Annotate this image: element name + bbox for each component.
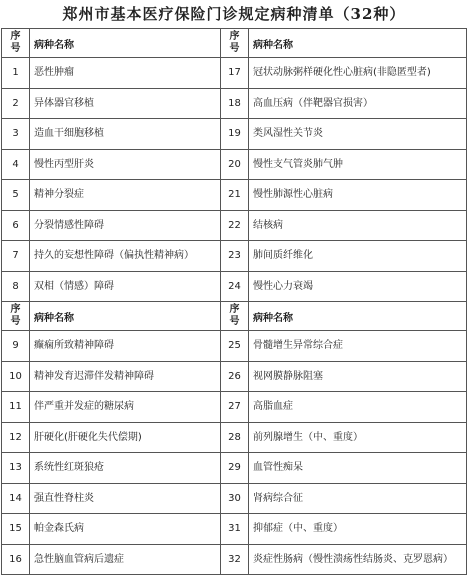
header-number-line1: 序 bbox=[229, 31, 240, 42]
table-row bbox=[2, 180, 467, 211]
disease-name: 急性脑血管病后遗症 bbox=[30, 544, 221, 575]
row-number: 13 bbox=[2, 453, 30, 484]
disease-name: 类风湿性关节炎 bbox=[249, 119, 467, 150]
table-row bbox=[2, 241, 467, 272]
row-number: 11 bbox=[2, 392, 30, 423]
row-number: 12 bbox=[2, 422, 30, 453]
row-number: 22 bbox=[221, 210, 249, 241]
disease-name: 视网膜静脉阻塞 bbox=[249, 361, 467, 392]
header-number-line2: 号 bbox=[229, 43, 240, 54]
disease-name: 系统性红斑狼疮 bbox=[30, 453, 221, 484]
disease-name: 结核病 bbox=[249, 210, 467, 241]
table-row bbox=[2, 58, 467, 89]
row-number: 8 bbox=[2, 271, 30, 302]
header-number-line2: 号 bbox=[10, 43, 21, 54]
row-number: 21 bbox=[221, 180, 249, 211]
header-number-line1: 序 bbox=[229, 304, 240, 315]
disease-name: 抑郁症（中、重度） bbox=[249, 514, 467, 545]
row-number: 16 bbox=[2, 544, 30, 575]
table-row bbox=[2, 271, 467, 302]
header-disease-name: 病种名称 bbox=[30, 302, 221, 331]
table-row bbox=[2, 210, 467, 241]
header-number-line2: 号 bbox=[10, 316, 21, 327]
disease-name: 精神分裂症 bbox=[30, 180, 221, 211]
header-number-line2: 号 bbox=[229, 316, 240, 327]
row-number: 1 bbox=[2, 58, 30, 89]
table-header-row bbox=[2, 29, 467, 58]
disease-name: 慢性丙型肝炎 bbox=[30, 149, 221, 180]
disease-name: 肾病综合征 bbox=[249, 483, 467, 514]
table-row bbox=[2, 119, 467, 150]
table-body-top bbox=[2, 58, 467, 302]
disease-name: 冠状动脉粥样硬化性心脏病(非隐匿型者) bbox=[249, 58, 467, 89]
table-row bbox=[2, 88, 467, 119]
disease-name: 精神发育迟滞伴发精神障碍 bbox=[30, 361, 221, 392]
table-row bbox=[2, 361, 467, 392]
disease-name: 前列腺增生（中、重度） bbox=[249, 422, 467, 453]
header-disease-name: 病种名称 bbox=[249, 302, 467, 331]
disease-name: 高脂血症 bbox=[249, 392, 467, 423]
table-body-bottom bbox=[2, 302, 467, 575]
header-number-line1: 序 bbox=[10, 31, 21, 42]
row-number: 20 bbox=[221, 149, 249, 180]
row-number: 14 bbox=[2, 483, 30, 514]
header-number bbox=[221, 302, 249, 331]
row-number: 19 bbox=[221, 119, 249, 150]
row-number: 6 bbox=[2, 210, 30, 241]
row-number: 27 bbox=[221, 392, 249, 423]
row-number: 18 bbox=[221, 88, 249, 119]
row-number: 32 bbox=[221, 544, 249, 575]
header-number bbox=[2, 29, 30, 58]
disease-name: 癫痫所致精神障碍 bbox=[30, 331, 221, 362]
disease-name: 持久的妄想性障碍（偏执性精神病） bbox=[30, 241, 221, 272]
disease-table bbox=[1, 28, 467, 575]
table-row bbox=[2, 483, 467, 514]
row-number: 29 bbox=[221, 453, 249, 484]
disease-name: 慢性支气管炎肺气肿 bbox=[249, 149, 467, 180]
row-number: 2 bbox=[2, 88, 30, 119]
disease-name: 高血压病（伴靶器官损害） bbox=[249, 88, 467, 119]
row-number: 31 bbox=[221, 514, 249, 545]
row-number: 4 bbox=[2, 149, 30, 180]
disease-name: 伴严重并发症的糖尿病 bbox=[30, 392, 221, 423]
table-row bbox=[2, 392, 467, 423]
disease-name: 肝硬化(肝硬化失代偿期) bbox=[30, 422, 221, 453]
row-number: 17 bbox=[221, 58, 249, 89]
row-number: 25 bbox=[221, 331, 249, 362]
table-row bbox=[2, 453, 467, 484]
row-number: 15 bbox=[2, 514, 30, 545]
table-row bbox=[2, 149, 467, 180]
header-disease-name: 病种名称 bbox=[249, 29, 467, 58]
disease-name: 骨髓增生异常综合症 bbox=[249, 331, 467, 362]
row-number: 28 bbox=[221, 422, 249, 453]
disease-name: 异体器官移植 bbox=[30, 88, 221, 119]
header-number bbox=[221, 29, 249, 58]
row-number: 23 bbox=[221, 241, 249, 272]
disease-name: 慢性肺源性心脏病 bbox=[249, 180, 467, 211]
page-title: 郑州市基本医疗保险门诊规定病种清单（32种） bbox=[62, 5, 406, 23]
disease-name: 分裂情感性障碍 bbox=[30, 210, 221, 241]
header-disease-name: 病种名称 bbox=[30, 29, 221, 58]
disease-name: 肺间质纤维化 bbox=[249, 241, 467, 272]
row-number: 5 bbox=[2, 180, 30, 211]
disease-name: 炎症性肠病（慢性溃疡性结肠炎、克罗恩病） bbox=[249, 544, 467, 575]
row-number: 7 bbox=[2, 241, 30, 272]
disease-name: 慢性心力衰竭 bbox=[249, 271, 467, 302]
disease-name: 恶性肿瘤 bbox=[30, 58, 221, 89]
table-row bbox=[2, 514, 467, 545]
row-number: 30 bbox=[221, 483, 249, 514]
row-number: 24 bbox=[221, 271, 249, 302]
table-row bbox=[2, 331, 467, 362]
disease-name: 造血干细胞移植 bbox=[30, 119, 221, 150]
table-header-row-repeat bbox=[2, 302, 467, 331]
row-number: 9 bbox=[2, 331, 30, 362]
header-number bbox=[2, 302, 30, 331]
row-number: 26 bbox=[221, 361, 249, 392]
table-row bbox=[2, 422, 467, 453]
disease-name: 双相（情感）障碍 bbox=[30, 271, 221, 302]
disease-name: 强直性脊柱炎 bbox=[30, 483, 221, 514]
row-number: 3 bbox=[2, 119, 30, 150]
disease-name: 血管性痴呆 bbox=[249, 453, 467, 484]
header-number-line1: 序 bbox=[10, 304, 21, 315]
row-number: 10 bbox=[2, 361, 30, 392]
disease-name: 帕金森氏病 bbox=[30, 514, 221, 545]
